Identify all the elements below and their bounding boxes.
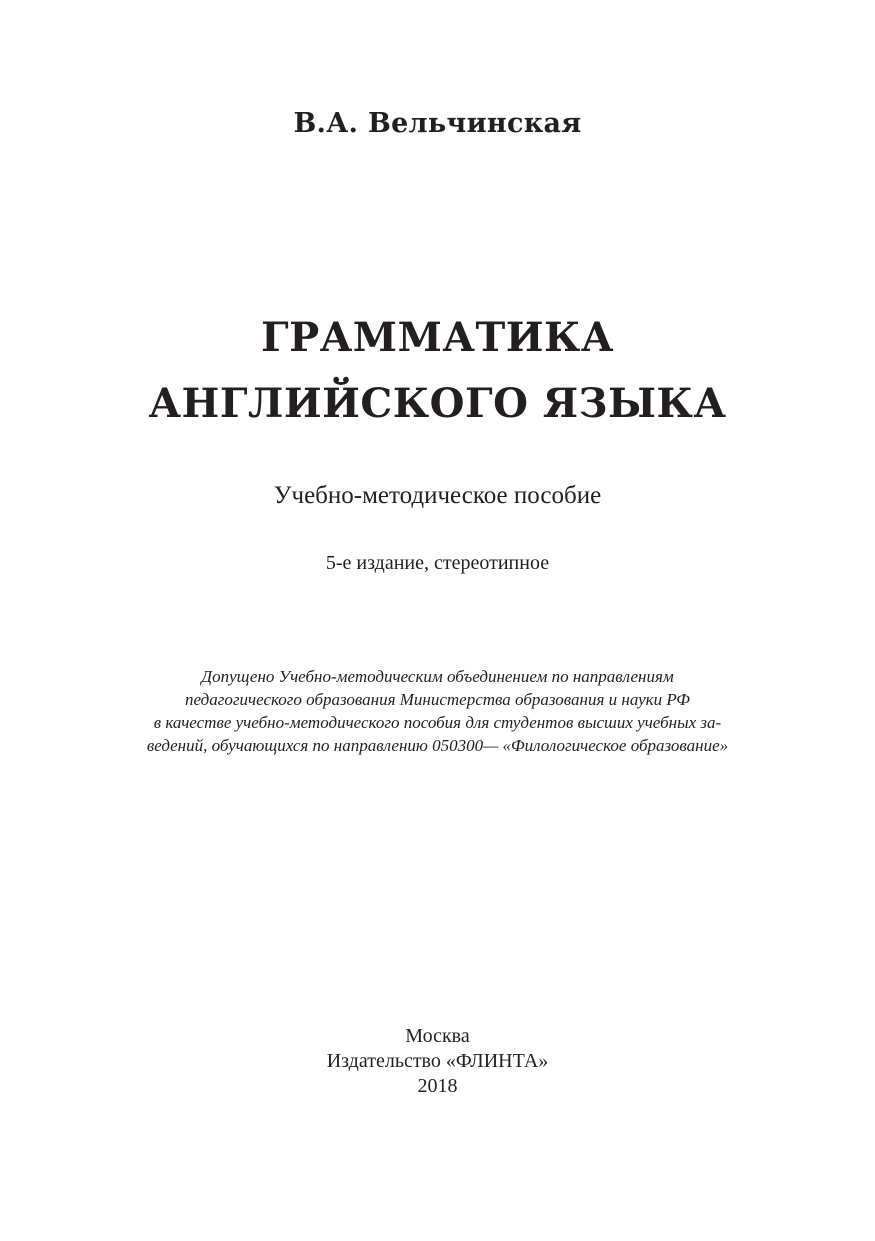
- approval-line: в качестве учебно-методического пособия для студентов высших учебных за-: [153, 713, 722, 732]
- imprint-city: Москва: [405, 1025, 470, 1047]
- book-title-line-2: АНГЛИЙСКОГО ЯЗЫКА: [148, 380, 727, 427]
- approval-line: Допущено Учебно-методическим объединением по направлениям: [201, 667, 674, 686]
- approval-line: педагогического образования Министерства образования и науки РФ: [185, 690, 690, 709]
- approval-line: ведений, обучающихся по направлению 050300— «Филологическое образование»: [146, 736, 729, 755]
- author-name: В.А. Вельчинская: [293, 108, 582, 139]
- edition-note: 5-е издание, стереотипное: [325, 552, 550, 574]
- imprint-year: 2018: [417, 1075, 458, 1097]
- book-title-line-1: ГРАММАТИКА: [261, 314, 614, 361]
- imprint-publisher: Издательство «ФЛИНТА»: [326, 1050, 549, 1072]
- book-subtitle: Учебно-методическое пособие: [273, 482, 602, 509]
